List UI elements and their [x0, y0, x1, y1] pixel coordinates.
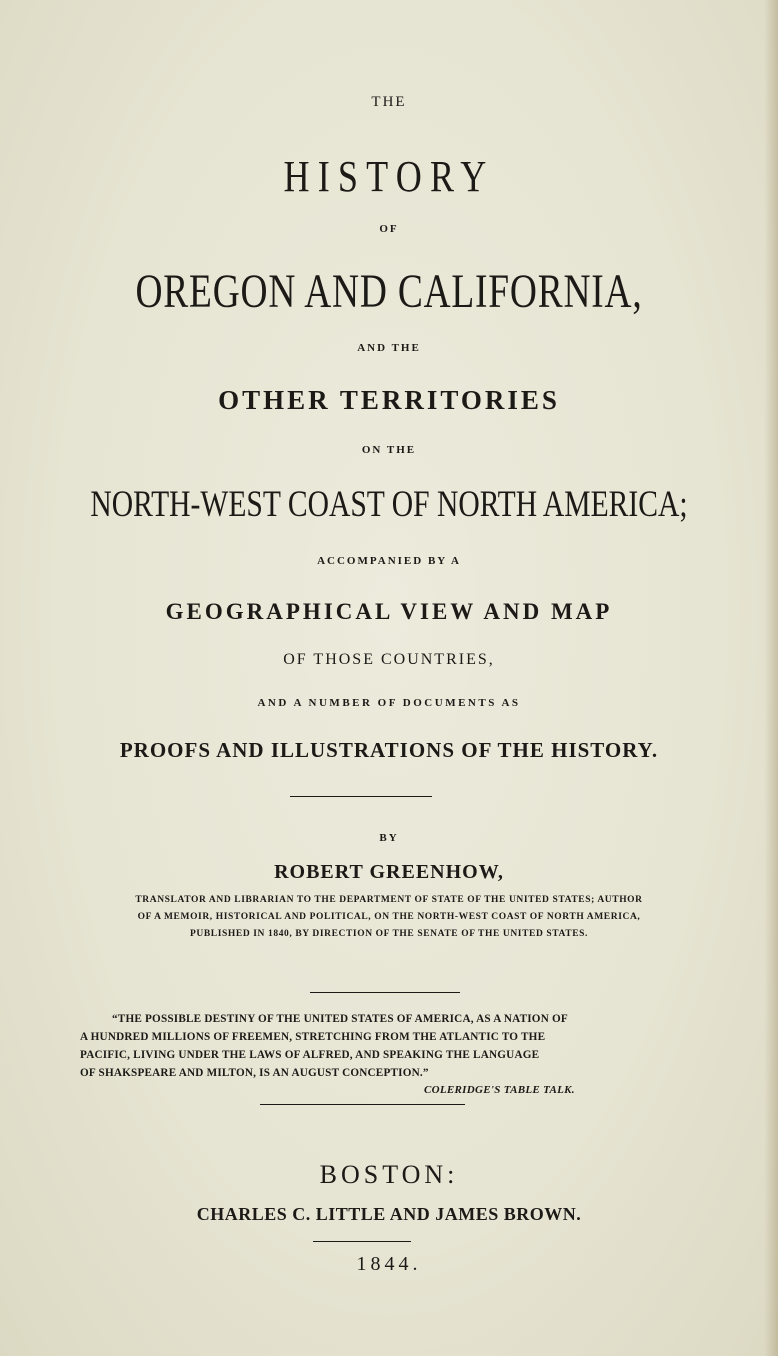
imprint-publisher: CHARLES C. LITTLE AND JAMES BROWN.	[196, 1204, 582, 1224]
number-of-documents: AND A NUMBER OF DOCUMENTS AS	[257, 697, 521, 709]
coast-title: NORTH-WEST COAST OF NORTH AMERICA;	[90, 484, 688, 525]
epigraph-line-3: PACIFIC, LIVING UNDER THE LAWS OF ALFRED, AND SPEAKING THE LANGUAGE	[80, 1049, 540, 1061]
epigraph-line-1: “THE POSSIBLE DESTINY OF THE UNITED STATES OF AMERICA, AS A NATION OF	[112, 1013, 568, 1025]
page-edge-shading	[764, 0, 778, 1356]
imprint-city: BOSTON:	[319, 1160, 459, 1189]
imprint-year: 1844.	[356, 1253, 422, 1275]
divider-rule-2	[310, 992, 460, 993]
title-and-the: AND THE	[357, 342, 421, 354]
divider-rule-4	[313, 1241, 411, 1242]
title-of: OF	[379, 223, 399, 235]
main-title: OREGON AND CALIFORNIA,	[135, 265, 643, 318]
geographical-view: GEOGRAPHICAL VIEW AND MAP	[165, 599, 613, 624]
accompanied-by: ACCOMPANIED BY A	[317, 555, 461, 567]
title-the: THE	[371, 94, 407, 110]
epigraph-line-4: OF SHAKSPEARE AND MILTON, IS AN AUGUST CONCEPTION.”	[80, 1067, 429, 1079]
divider-rule-3	[260, 1104, 465, 1105]
epigraph-line-2: A HUNDRED MILLIONS OF FREEMEN, STRETCHING FROM THE ATLANTIC TO THE	[80, 1031, 546, 1043]
title-history: HISTORY	[283, 152, 495, 201]
by-label: BY	[379, 832, 399, 844]
author-name: ROBERT GREENHOW,	[274, 861, 504, 883]
author-credentials-line-3: PUBLISHED IN 1840, BY DIRECTION OF THE SENATE OF THE UNITED STATES.	[189, 929, 589, 939]
divider-rule-1	[290, 796, 432, 797]
author-credentials-line-1: TRANSLATOR AND LIBRARIAN TO THE DEPARTMENT OF STATE OF THE UNITED STATES; AUTHOR	[135, 895, 643, 905]
other-territories: OTHER TERRITORIES	[218, 385, 560, 415]
title-on-the: ON THE	[361, 444, 417, 456]
of-those-countries: OF THOSE COUNTRIES,	[283, 651, 495, 668]
epigraph-attribution: COLERIDGE'S TABLE TALK.	[424, 1084, 575, 1096]
author-credentials-line-2: OF A MEMOIR, HISTORICAL AND POLITICAL, ON THE NORTH-WEST COAST OF NORTH AMERICA,	[137, 912, 641, 922]
proofs-and-illustrations: PROOFS AND ILLUSTRATIONS OF THE HISTORY.	[119, 738, 659, 762]
